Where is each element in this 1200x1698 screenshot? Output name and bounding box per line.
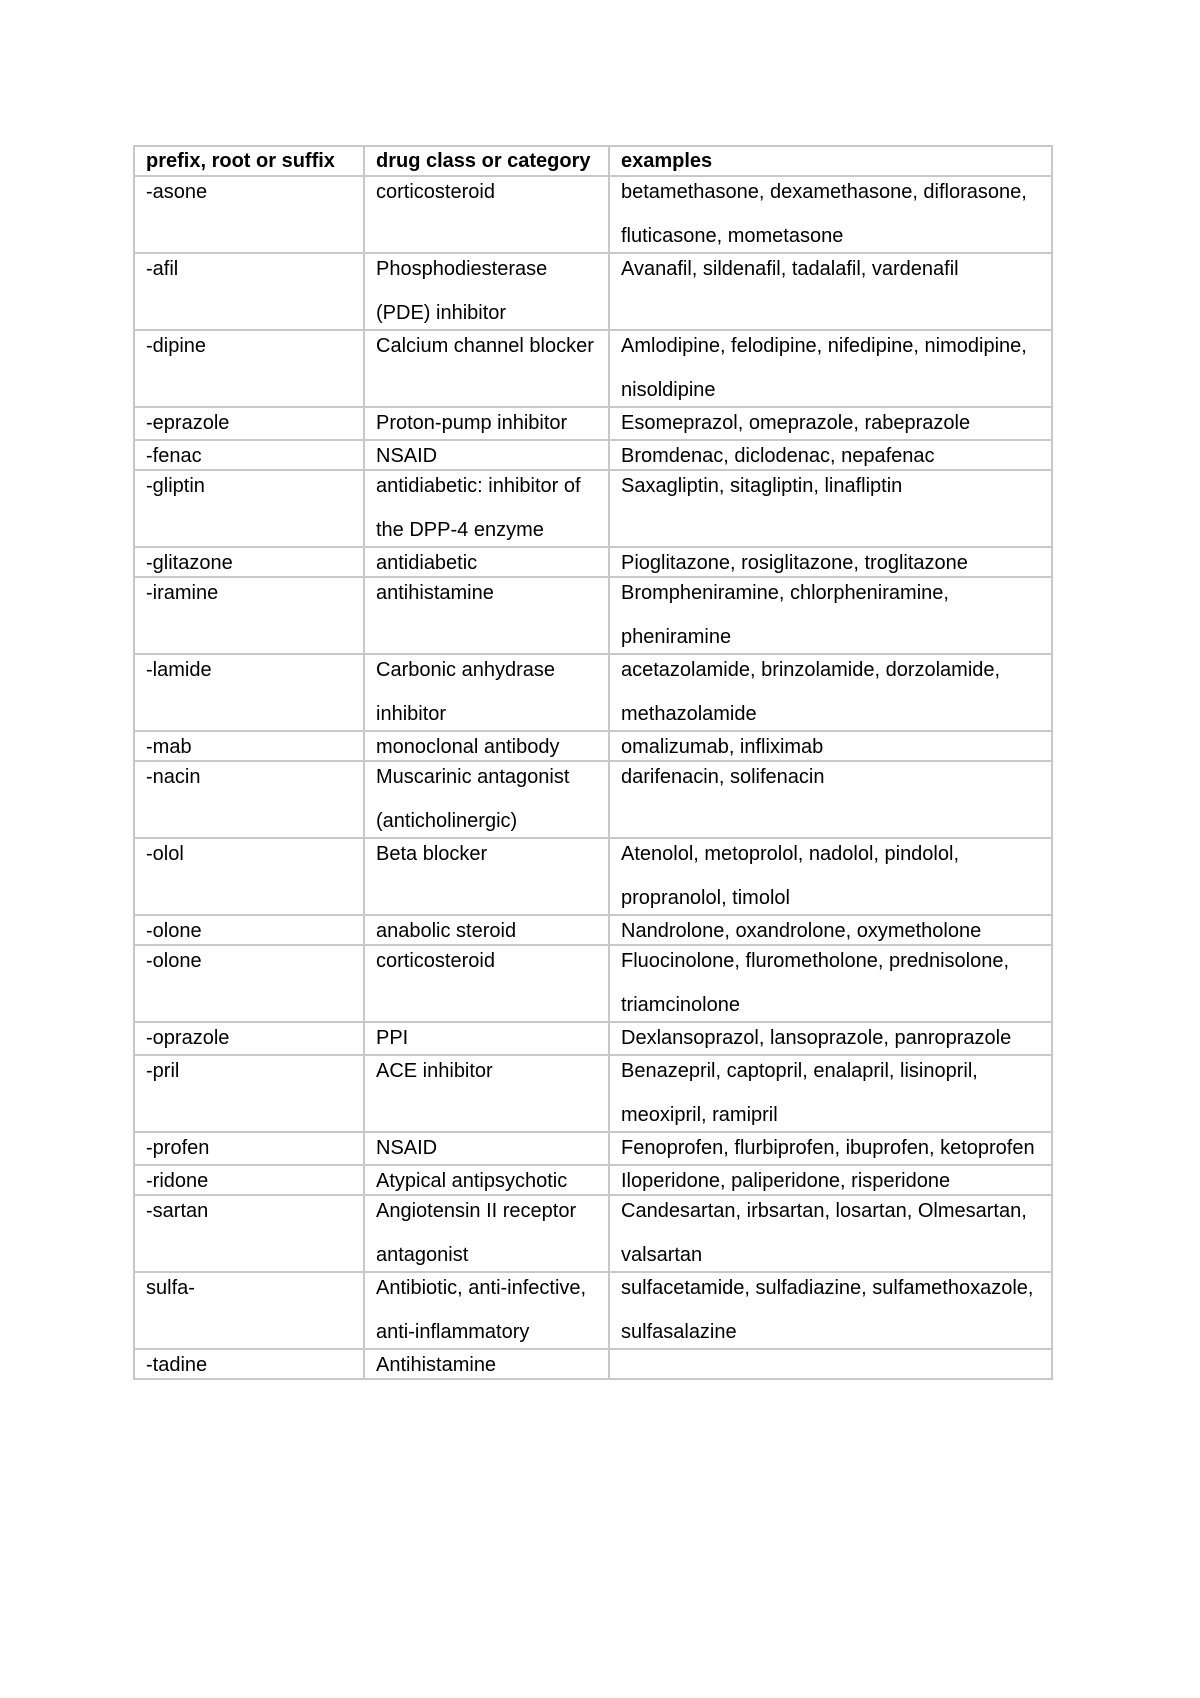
cell-examples-text: Candesartan, irbsartan, losartan, Olmesartan, valsartan (621, 1200, 1027, 1266)
cell-examples (609, 654, 1052, 731)
cell-drug-class-text: anabolic steroid (376, 920, 517, 942)
cell-prefix (134, 654, 364, 731)
cell-drug-class (364, 547, 609, 577)
cell-prefix-text: -eprazole (146, 412, 230, 434)
cell-examples (609, 547, 1052, 577)
table-header-row (134, 146, 1052, 176)
cell-examples (609, 915, 1052, 945)
cell-prefix (134, 577, 364, 654)
cell-prefix (134, 1165, 364, 1195)
cell-drug-class-text: Antihistamine (376, 1354, 497, 1376)
cell-drug-class-text: antidiabetic (376, 552, 478, 574)
cell-prefix (134, 761, 364, 838)
cell-drug-class (364, 470, 609, 547)
cell-examples (609, 1132, 1052, 1165)
cell-drug-class-text: ACE inhibitor (376, 1060, 493, 1082)
cell-drug-class (364, 654, 609, 731)
cell-examples (609, 945, 1052, 1022)
table-row (134, 1272, 1052, 1349)
cell-examples-text: sulfacetamide, sulfadiazine, sulfamethoxazole, sulfasalazine (621, 1277, 1034, 1343)
cell-drug-class (364, 838, 609, 915)
cell-prefix (134, 440, 364, 470)
table-row (134, 577, 1052, 654)
table-row (134, 761, 1052, 838)
cell-drug-class-text: NSAID (376, 445, 438, 467)
cell-examples (609, 1055, 1052, 1132)
table-row (134, 1165, 1052, 1195)
cell-drug-class-text: corticosteroid (376, 950, 495, 972)
cell-prefix (134, 330, 364, 407)
cell-examples-text: Saxagliptin, sitagliptin, linafliptin (621, 475, 903, 497)
cell-prefix (134, 407, 364, 440)
cell-drug-class-text: corticosteroid (376, 181, 495, 203)
cell-examples (609, 253, 1052, 330)
cell-examples (609, 470, 1052, 547)
cell-drug-class-text: Antibiotic, anti-infective, anti-inflammatory (376, 1277, 587, 1343)
cell-examples-text: Avanafil, sildenafil, tadalafil, vardenafil (621, 258, 959, 280)
table-row (134, 407, 1052, 440)
cell-drug-class (364, 731, 609, 761)
cell-prefix (134, 1022, 364, 1055)
cell-examples-text: Amlodipine, felodipine, nifedipine, nimodipine, nisoldipine (621, 335, 1027, 401)
cell-prefix (134, 1272, 364, 1349)
cell-examples-text: omalizumab, infliximab (621, 736, 824, 758)
table-row (134, 915, 1052, 945)
table-row (134, 253, 1052, 330)
cell-drug-class (364, 330, 609, 407)
cell-examples (609, 1022, 1052, 1055)
cell-examples (609, 761, 1052, 838)
cell-examples (609, 440, 1052, 470)
cell-drug-class (364, 1132, 609, 1165)
table-row (134, 1349, 1052, 1379)
cell-prefix (134, 731, 364, 761)
cell-drug-class-text: Angiotensin II receptor antagonist (376, 1200, 577, 1266)
cell-examples-text: Fluocinolone, flurometholone, prednisolone, triamcinolone (621, 950, 1010, 1016)
cell-prefix-text: -profen (146, 1137, 210, 1159)
cell-drug-class-text: PPI (376, 1027, 409, 1049)
cell-drug-class (364, 176, 609, 253)
header-examples: examples (609, 146, 1052, 176)
header-drug-class: drug class or category (364, 146, 609, 176)
table-row (134, 176, 1052, 253)
cell-drug-class (364, 1055, 609, 1132)
cell-drug-class (364, 761, 609, 838)
cell-prefix-text: -fenac (146, 445, 202, 467)
cell-examples-text: Dexlansoprazol, lansoprazole, panroprazole (621, 1027, 1012, 1049)
table-row (134, 330, 1052, 407)
cell-examples (609, 176, 1052, 253)
cell-prefix (134, 1195, 364, 1272)
cell-examples-text: Pioglitazone, rosiglitazone, troglitazone (621, 552, 968, 574)
table-row (134, 1055, 1052, 1132)
cell-prefix-text: -tadine (146, 1354, 208, 1376)
cell-examples-text: Atenolol, metoprolol, nadolol, pindolol, propranolol, timolol (621, 843, 959, 909)
cell-drug-class (364, 915, 609, 945)
cell-drug-class (364, 945, 609, 1022)
cell-drug-class (364, 577, 609, 654)
cell-drug-class (364, 1195, 609, 1272)
table-row (134, 440, 1052, 470)
table-row (134, 731, 1052, 761)
cell-drug-class (364, 1349, 609, 1379)
cell-drug-class-text: Phosphodiesterase (PDE) inhibitor (376, 258, 548, 324)
cell-prefix-text: -iramine (146, 582, 219, 604)
cell-prefix (134, 470, 364, 547)
cell-prefix-text: -olone (146, 950, 202, 972)
cell-examples-text: Iloperidone, paliperidone, risperidone (621, 1170, 951, 1192)
cell-examples (609, 731, 1052, 761)
cell-drug-class-text: NSAID (376, 1137, 438, 1159)
cell-prefix-text: -oprazole (146, 1027, 230, 1049)
cell-drug-class-text: Carbonic anhydrase inhibitor (376, 659, 555, 725)
cell-prefix-text: -ridone (146, 1170, 209, 1192)
cell-examples (609, 1165, 1052, 1195)
cell-drug-class-text: antidiabetic: inhibitor of the DPP-4 enzyme (376, 475, 581, 541)
cell-drug-class (364, 1272, 609, 1349)
cell-examples (609, 838, 1052, 915)
cell-drug-class-text: Proton-pump inhibitor (376, 412, 568, 434)
cell-prefix-text: -pril (146, 1060, 180, 1082)
cell-prefix-text: -mab (146, 736, 192, 758)
drug-suffix-table (133, 145, 1053, 1380)
cell-prefix (134, 915, 364, 945)
cell-drug-class-text: monoclonal antibody (376, 736, 560, 758)
table-row (134, 945, 1052, 1022)
cell-examples-text: darifenacin, solifenacin (621, 766, 825, 788)
cell-prefix-text: -dipine (146, 335, 207, 357)
cell-drug-class (364, 1165, 609, 1195)
table-row (134, 654, 1052, 731)
cell-prefix-text: -lamide (146, 659, 212, 681)
table-row (134, 1195, 1052, 1272)
table-row (134, 470, 1052, 547)
cell-prefix-text: -olol (146, 843, 184, 865)
cell-prefix (134, 838, 364, 915)
cell-prefix-text: -asone (146, 181, 208, 203)
cell-drug-class-text: Atypical antipsychotic (376, 1170, 568, 1192)
cell-drug-class-text: Calcium channel blocker (376, 335, 594, 357)
cell-drug-class (364, 253, 609, 330)
table-row (134, 1132, 1052, 1165)
cell-examples (609, 407, 1052, 440)
cell-prefix-text: -sartan (146, 1200, 209, 1222)
cell-examples (609, 1195, 1052, 1272)
table-row (134, 547, 1052, 577)
cell-drug-class-text: antihistamine (376, 582, 494, 604)
cell-prefix (134, 1132, 364, 1165)
cell-examples-text: Benazepril, captopril, enalapril, lisinopril, meoxipril, ramipril (621, 1060, 978, 1126)
cell-drug-class (364, 1022, 609, 1055)
cell-examples (609, 577, 1052, 654)
cell-examples (609, 330, 1052, 407)
cell-prefix (134, 176, 364, 253)
cell-drug-class-text: Beta blocker (376, 843, 488, 865)
cell-examples-text: Bromdenac, diclodenac, nepafenac (621, 445, 935, 467)
cell-examples (609, 1272, 1052, 1349)
cell-prefix-text: -gliptin (146, 475, 205, 497)
cell-examples-text: Brompheniramine, chlorpheniramine, pheniramine (621, 582, 949, 648)
cell-prefix (134, 547, 364, 577)
cell-prefix-text: -nacin (146, 766, 201, 788)
cell-examples-text: Fenoprofen, flurbiprofen, ibuprofen, ketoprofen (621, 1137, 1035, 1159)
cell-examples-text: Nandrolone, oxandrolone, oxymetholone (621, 920, 982, 942)
table-body (134, 176, 1052, 1379)
table-row (134, 838, 1052, 915)
cell-prefix-text: -afil (146, 258, 179, 280)
cell-prefix (134, 1055, 364, 1132)
cell-prefix-text: sulfa- (146, 1277, 195, 1299)
cell-examples-text: Esomeprazol, omeprazole, rabeprazole (621, 412, 971, 434)
cell-prefix-text: -olone (146, 920, 202, 942)
cell-examples-text: acetazolamide, brinzolamide, dorzolamide, methazolamide (621, 659, 1001, 725)
header-prefix: prefix, root or suffix (134, 146, 364, 176)
cell-drug-class-text: Muscarinic antagonist (anticholinergic) (376, 766, 570, 832)
cell-drug-class (364, 440, 609, 470)
cell-prefix-text: -glitazone (146, 552, 233, 574)
cell-drug-class (364, 407, 609, 440)
cell-prefix (134, 1349, 364, 1379)
cell-examples (609, 1349, 1052, 1379)
table-row (134, 1022, 1052, 1055)
cell-prefix (134, 253, 364, 330)
cell-examples-text: betamethasone, dexamethasone, diflorasone, fluticasone, mometasone (621, 181, 1027, 247)
cell-prefix (134, 945, 364, 1022)
